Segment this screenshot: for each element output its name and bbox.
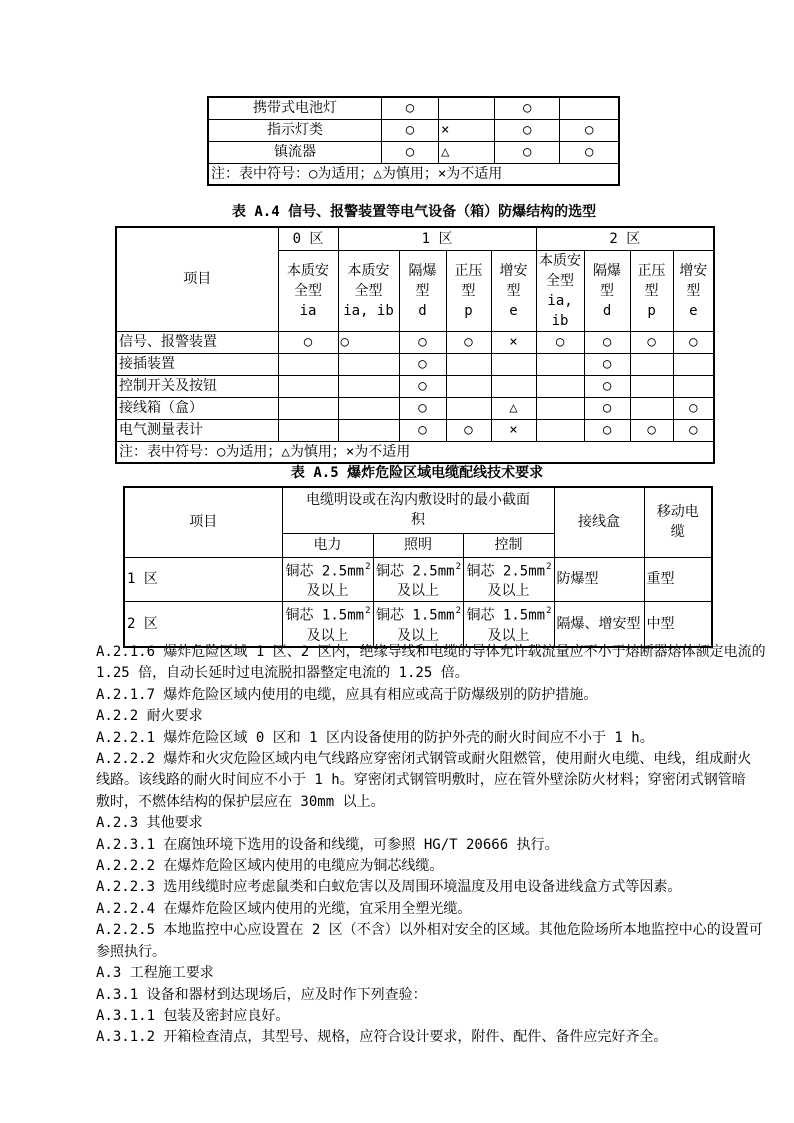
table-row bbox=[208, 141, 619, 163]
table-cell bbox=[338, 419, 399, 441]
table-cell: △ bbox=[491, 397, 536, 419]
paragraph-line: A.2.2.2 在爆炸危险区域内使用的电缆应为铜芯线缆。 bbox=[96, 858, 444, 875]
col-header-zone2: 2 区 bbox=[536, 227, 714, 250]
table-cell: 铜芯 $2.5mm^2$ 及以上 bbox=[463, 557, 554, 602]
table-cell: 铜芯 $2.5mm^2$ 及以上 bbox=[282, 557, 373, 602]
col-header: 增安 型 e bbox=[491, 250, 536, 331]
table-cell bbox=[673, 375, 714, 397]
table-cell bbox=[630, 397, 673, 419]
table-cell: ○ bbox=[584, 331, 630, 353]
table-cell bbox=[278, 353, 338, 375]
table-row bbox=[124, 557, 712, 602]
table-cell bbox=[536, 353, 584, 375]
paragraph-line: A.2.2.1 爆炸危险区域 0 区和 1 区内设备使用的防护外壳的耐火时间应不小于 1 h。 bbox=[96, 729, 654, 746]
table-cell bbox=[536, 375, 584, 397]
table-a5-title: 表 A.5 爆炸危险区域电缆配线技术要求 bbox=[290, 465, 544, 481]
table-cell: × bbox=[491, 419, 536, 441]
col-header: 照明 bbox=[373, 533, 463, 557]
table-a5 bbox=[123, 486, 713, 648]
table-cell bbox=[338, 375, 399, 397]
table-cell bbox=[338, 397, 399, 419]
row-label: 电气测量表计 bbox=[116, 419, 278, 441]
table-row bbox=[116, 353, 714, 375]
table-cell: ○ bbox=[495, 141, 560, 163]
col-header: 正压 型 p bbox=[630, 250, 673, 331]
table-cell: ○ bbox=[399, 397, 446, 419]
paragraph-line: 敷时，不燃体结构的保护层应在 30mm 以上。 bbox=[96, 793, 385, 810]
table-cell: ○ bbox=[560, 119, 619, 141]
col-header-junction-box: 接线盒 bbox=[554, 487, 644, 557]
table-note-row bbox=[208, 163, 619, 185]
table-cell: ○ bbox=[584, 397, 630, 419]
table-cell: ○ bbox=[446, 419, 491, 441]
table-row bbox=[116, 397, 714, 419]
table-cell: 铜芯 $2.5mm^2$ 及以上 bbox=[373, 557, 463, 602]
row-label: 接插装置 bbox=[116, 353, 278, 375]
table-cell: ○ bbox=[381, 119, 438, 141]
table-cell bbox=[446, 353, 491, 375]
table-cell: 重型 bbox=[644, 557, 712, 602]
legend-note: 注：表中符号：○为适用；△为慎用；×为不适用 bbox=[208, 163, 619, 185]
table-cell: ○ bbox=[495, 119, 560, 141]
table-row bbox=[208, 97, 619, 119]
table-cell: × bbox=[491, 331, 536, 353]
table-cell: ○ bbox=[399, 353, 446, 375]
row-label: 镇流器 bbox=[208, 141, 381, 163]
col-header-item: 项目 bbox=[124, 487, 282, 557]
row-label: 1 区 bbox=[124, 557, 282, 602]
row-label: 控制开关及按钮 bbox=[116, 375, 278, 397]
row-label: 2 区 bbox=[124, 602, 282, 647]
table-cell bbox=[491, 353, 536, 375]
table-cell bbox=[630, 353, 673, 375]
table-cell: ○ bbox=[278, 331, 338, 353]
table-cell bbox=[560, 97, 619, 119]
table-cell bbox=[338, 353, 399, 375]
row-label: 信号、报警装置 bbox=[116, 331, 278, 353]
table-row bbox=[124, 602, 712, 647]
table-row bbox=[116, 375, 714, 397]
col-header: 正压 型 p bbox=[446, 250, 491, 331]
row-label: 接线箱（盒） bbox=[116, 397, 278, 419]
col-header: 电力 bbox=[282, 533, 373, 557]
table-cell bbox=[673, 353, 714, 375]
paragraph-line: 线路。该线路的耐火时间应不小于 1 h。穿密闭式钢管明敷时，应在管外壁涂防火材料；穿密闭式钢管暗 bbox=[96, 772, 746, 789]
zone-header-row bbox=[116, 227, 714, 250]
table-cell: ○ bbox=[338, 331, 399, 353]
table-a4 bbox=[115, 226, 715, 464]
col-header: 本质安 全型 ia bbox=[278, 250, 338, 331]
table-cell: 防爆型 bbox=[554, 557, 644, 602]
table-cell: × bbox=[439, 119, 495, 141]
table-cell: ○ bbox=[584, 375, 630, 397]
table-cell: 隔爆、增安型 bbox=[554, 602, 644, 647]
table-cell bbox=[439, 97, 495, 119]
col-header-zone0: 0 区 bbox=[278, 227, 338, 250]
table-cell bbox=[536, 397, 584, 419]
table-cell: 中型 bbox=[644, 602, 712, 647]
table-row bbox=[116, 331, 714, 353]
paragraph-line: A.2.1.6 爆炸危险区域 1 区、2 区内，绝缘导线和电缆的导体允许载流量应不小于熔断器熔体额定电流的 bbox=[96, 644, 766, 660]
table-row bbox=[116, 419, 714, 441]
table-cell: ○ bbox=[495, 97, 560, 119]
table-cell: ○ bbox=[673, 397, 714, 419]
table-cell: ○ bbox=[630, 331, 673, 353]
body-paragraphs bbox=[96, 642, 766, 1049]
table-cell: ○ bbox=[584, 353, 630, 375]
col-header: 增安 型 e bbox=[673, 250, 714, 331]
paragraph-line: 参照执行。 bbox=[96, 943, 166, 960]
table-cell: ○ bbox=[399, 331, 446, 353]
table-cell: 铜芯 $1.5mm^2$ 及以上 bbox=[373, 602, 463, 647]
table-cell bbox=[446, 375, 491, 397]
table-cell bbox=[278, 419, 338, 441]
lighting-table-fragment bbox=[207, 96, 620, 186]
paragraph-line: A.2.1.7 爆炸危险区域内使用的电缆，应具有相应或高于防爆级别的防护措施。 bbox=[96, 686, 598, 703]
table-cell: ○ bbox=[584, 419, 630, 441]
paragraph-line: A.2.2.4 在爆炸危险区域内使用的光缆，宜采用全塑光缆。 bbox=[96, 900, 472, 917]
table-note-row bbox=[116, 441, 714, 463]
col-header-zone1: 1 区 bbox=[338, 227, 536, 250]
table-a4-title: 表 A.4 信号、报警装置等电气设备（箱）防爆结构的选型 bbox=[231, 204, 597, 220]
col-header-item: 项目 bbox=[116, 227, 278, 331]
col-header: 隔爆 型 d bbox=[399, 250, 446, 331]
row-label: 携带式电池灯 bbox=[208, 97, 381, 119]
paragraph-line: A.3.1.1 包装及密封应良好。 bbox=[96, 1007, 290, 1024]
row-label: 指示灯类 bbox=[208, 119, 381, 141]
table-cell: ○ bbox=[536, 331, 584, 353]
paragraph-line: A.3 工程施工要求 bbox=[96, 965, 214, 982]
table-cell: ○ bbox=[381, 97, 438, 119]
table-cell: ○ bbox=[560, 141, 619, 163]
paragraph-line: A.3.1 设备和器材到达现场后，应及时作下列查验： bbox=[96, 986, 427, 1003]
col-header-min-section: 电缆明设或在沟内敷设时的最小截面 积 bbox=[282, 487, 554, 533]
legend-note: 注：表中符号：○为适用；△为慎用；×为不适用 bbox=[116, 441, 714, 463]
paragraph-line: A.2.2 耐火要求 bbox=[96, 708, 203, 725]
paragraph-line: A.3.1.2 开箱检查清点，其型号、规格，应符合设计要求，附件、配件、备件应完好齐全。 bbox=[96, 1029, 668, 1046]
paragraph-line: A.2.2.2 爆炸和火灾危险区域内电气线路应穿密闭式钢管或耐火阻燃管，使用耐火电缆、电线，组成耐火 bbox=[96, 751, 752, 768]
table-cell bbox=[278, 397, 338, 419]
table-cell: ○ bbox=[399, 375, 446, 397]
table-cell: ○ bbox=[446, 331, 491, 353]
col-header: 控制 bbox=[463, 533, 554, 557]
col-header: 隔爆 型 d bbox=[584, 250, 630, 331]
table-cell bbox=[536, 419, 584, 441]
table-cell: ○ bbox=[673, 331, 714, 353]
paragraph-line: A.2.3 其他要求 bbox=[96, 815, 203, 832]
table-cell bbox=[630, 375, 673, 397]
paragraph-line: A.2.2.5 本地监控中心应设置在 2 区（不含）以外相对安全的区域。其他危险场所本地监控中心的设置可 bbox=[96, 922, 763, 939]
paragraph-line: A.2.2.3 选用线缆时应考虑鼠类和白蚁危害以及周围环境温度及用电设备进线盒方式等因素。 bbox=[96, 879, 682, 896]
table-cell: ○ bbox=[399, 419, 446, 441]
table-cell bbox=[446, 397, 491, 419]
col-header-mobile-cable: 移动电 缆 bbox=[644, 487, 712, 557]
paragraph-line: 1.25 倍，自动长延时过电流脱扣器整定电流的 1.25 倍。 bbox=[96, 665, 469, 682]
table-cell: ○ bbox=[630, 419, 673, 441]
paragraph-line: A.2.3.1 在腐蚀环境下选用的设备和线缆，可参照 HG/T 20666 执行。 bbox=[96, 836, 559, 853]
col-header: 本质安 全型 ia, ib bbox=[536, 250, 584, 331]
table-cell: 铜芯 $1.5mm^2$ 及以上 bbox=[463, 602, 554, 647]
table-row bbox=[208, 119, 619, 141]
table-cell bbox=[491, 375, 536, 397]
table-cell bbox=[278, 375, 338, 397]
table-cell: 铜芯 $1.5mm^2$ 及以上 bbox=[282, 602, 373, 647]
col-header: 本质安 全型 ia, ib bbox=[338, 250, 399, 331]
table-cell: △ bbox=[439, 141, 495, 163]
table-cell: ○ bbox=[673, 419, 714, 441]
table-cell: ○ bbox=[381, 141, 438, 163]
header-row bbox=[124, 487, 712, 533]
